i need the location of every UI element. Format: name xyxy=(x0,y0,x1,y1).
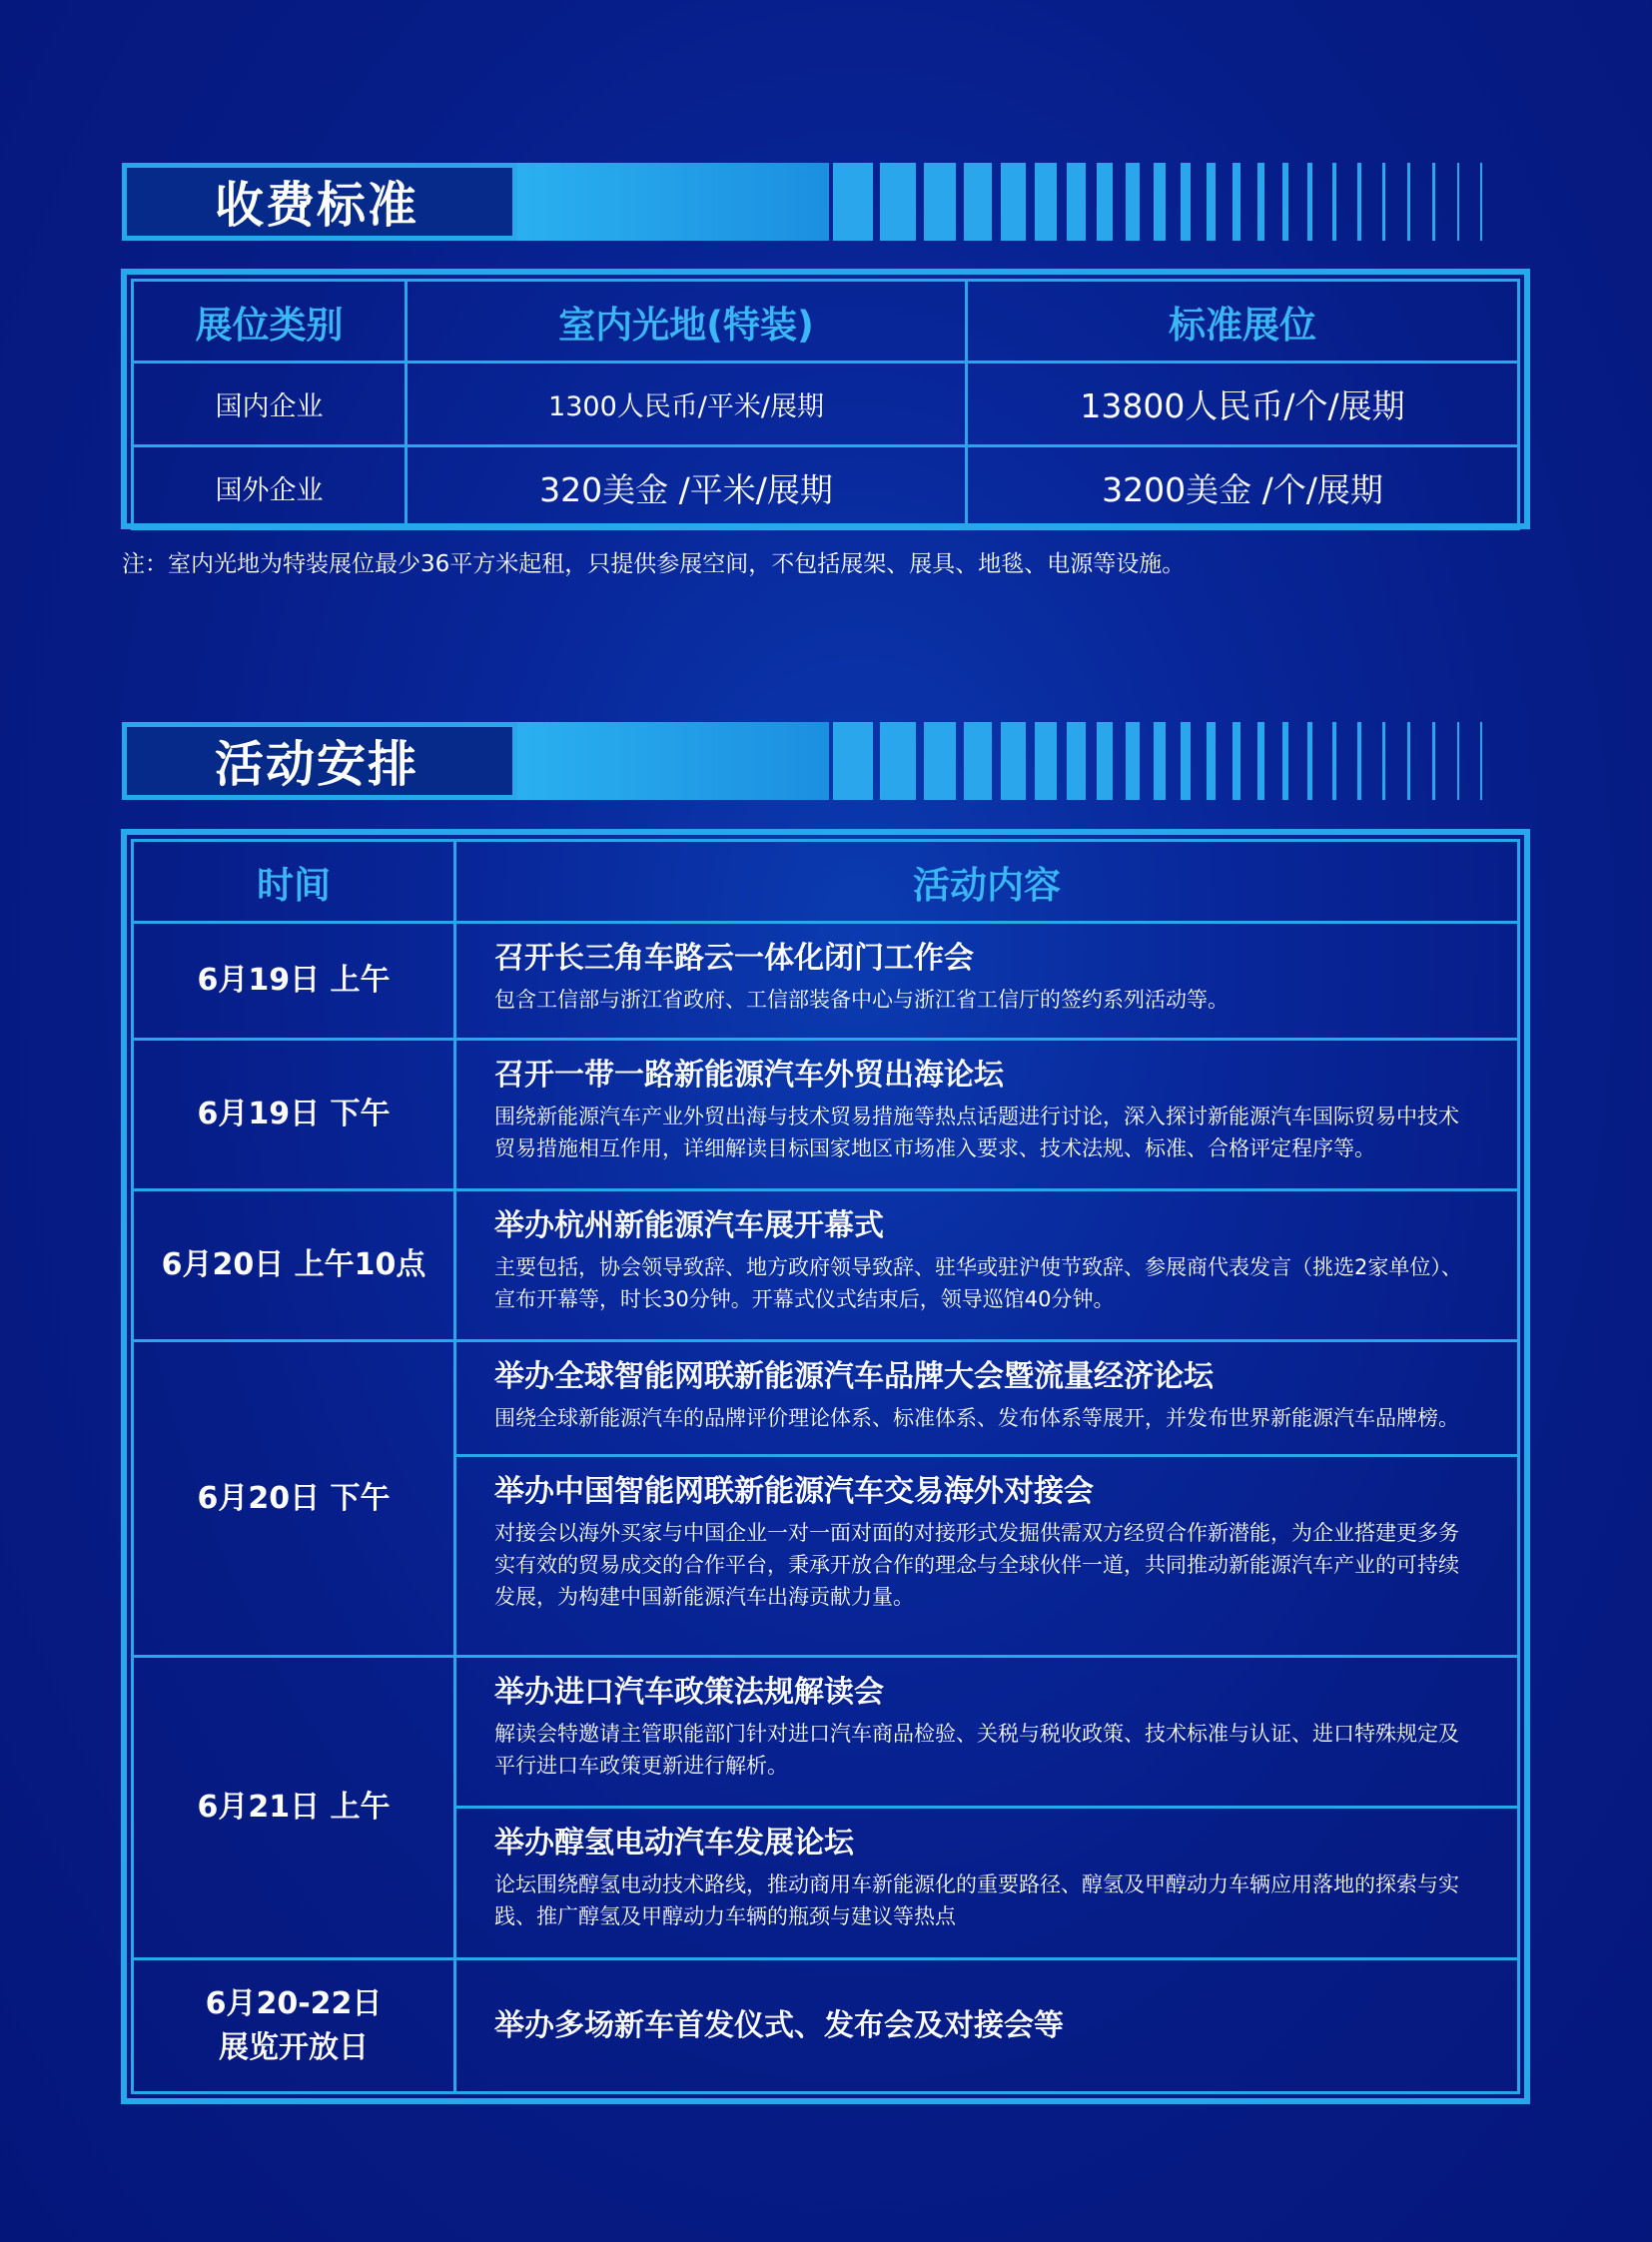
schedule-time-cell: 6月19日 下午 xyxy=(133,1040,455,1190)
fee-table xyxy=(131,279,1520,530)
activity-desc: 解读会特邀请主管职能部门针对进口汽车商品检验、关税与税收政策、技术标准与认证、进口特殊规定及平行进口车政策更新进行解析。 xyxy=(494,1722,1459,1778)
header-stripe xyxy=(1257,163,1264,241)
header-stripe xyxy=(1432,722,1435,800)
schedule-section-title: 活动安排 xyxy=(122,722,517,800)
schedule-header-content: 活动内容 xyxy=(455,841,1519,923)
header-stripe xyxy=(1181,163,1191,241)
activity-desc: 围绕全球新能源汽车的品牌评价理论体系、标准体系、发布体系等展开，并发布世界新能源汽车品牌榜。 xyxy=(494,1406,1459,1430)
schedule-content-cell xyxy=(455,1040,1519,1190)
header-stripe xyxy=(924,722,956,800)
header-stripe xyxy=(1307,722,1312,800)
header-stripe xyxy=(1067,163,1086,241)
activity-title: 举办醇氢电动汽车发展论坛 xyxy=(494,1826,854,1861)
schedule-content-cell xyxy=(455,1190,1519,1341)
table-row xyxy=(133,446,1519,529)
header-stripe xyxy=(1207,163,1216,241)
activity-title: 举办多场新车首发仪式、发布会及对接会等 xyxy=(494,2007,1064,2043)
header-stripe xyxy=(1480,163,1482,241)
activity-desc: 包含工信部与浙江省政府、工信部装备中心与浙江省工信厅的签约系列活动等。 xyxy=(494,988,1229,1012)
header-stripe xyxy=(1382,163,1385,241)
fee-header-cell: 室内光地(特装) xyxy=(407,281,967,363)
header-stripe xyxy=(964,722,992,800)
activity-title: 召开长三角车路云一体化闭门工作会 xyxy=(494,941,974,976)
activity-title: 举办进口汽车政策法规解读会 xyxy=(494,1675,884,1710)
header-stripe xyxy=(1307,163,1312,241)
fee-space-cell: 1300人民币/平米/展期 xyxy=(407,363,967,446)
header-stripe xyxy=(1126,722,1140,800)
activity-title: 举办全球智能网联新能源汽车品牌大会暨流量经济论坛 xyxy=(494,1359,1214,1394)
header-stripe xyxy=(964,163,992,241)
schedule-table xyxy=(131,839,1520,2094)
header-stripe xyxy=(1332,163,1336,241)
fee-section-title: 收费标准 xyxy=(122,163,517,241)
table-row xyxy=(133,1657,1519,1808)
header-stripe xyxy=(1382,722,1385,800)
fee-note: 注：室内光地为特装展位最少36平方米起租，只提供参展空间，不包括展架、展具、地毯、电源等设施。 xyxy=(122,551,1186,577)
fee-category-cell: 国外企业 xyxy=(133,446,407,529)
header-stripe xyxy=(1126,163,1140,241)
header-stripe xyxy=(833,163,873,241)
table-row xyxy=(133,1190,1519,1341)
header-stripe xyxy=(1154,163,1166,241)
schedule-time-cell: 6月20日 下午 xyxy=(133,1341,455,1657)
activity-title: 举办中国智能网联新能源汽车交易海外对接会 xyxy=(494,1474,1094,1509)
fee-table-box xyxy=(121,269,1530,529)
header-stripe xyxy=(1407,163,1410,241)
header-stripe xyxy=(1181,722,1191,800)
header-stripe xyxy=(1480,722,1482,800)
header-stripe xyxy=(1357,163,1361,241)
schedule-time-cell: 6月20日 上午10点 xyxy=(133,1190,455,1341)
fee-table-header-row xyxy=(133,281,1519,363)
header-bar xyxy=(517,722,829,800)
header-stripe xyxy=(1457,163,1459,241)
schedule-time-line: 6月20-22日 xyxy=(205,1985,383,2021)
schedule-content-cell xyxy=(455,1657,1519,1808)
header-stripe xyxy=(1154,722,1166,800)
table-row xyxy=(133,1959,1519,2093)
schedule-content-cell xyxy=(455,1456,1519,1657)
activity-desc: 主要包括，协会领导致辞、地方政府领导致辞、驻华或驻沪使节致辞、参展商代表发言（挑选2家单位）、宣布开幕等，时长30分钟。开幕式仪式结束后，领导巡馆40分钟。 xyxy=(494,1255,1462,1311)
header-stripe xyxy=(1035,722,1057,800)
header-stripe xyxy=(1233,722,1240,800)
header-stripe xyxy=(1067,722,1086,800)
header-stripe xyxy=(1001,722,1026,800)
schedule-header-time: 时间 xyxy=(133,841,455,923)
activity-desc: 围绕新能源汽车产业外贸出海与技术贸易措施等热点话题进行讨论，深入探讨新能源汽车国际贸易中技术贸易措施相互作用，详细解读目标国家地区市场准入要求、技术法规、标准、合格评定程序等。 xyxy=(494,1105,1459,1160)
fee-booth-cell: 3200美金 /个/展期 xyxy=(967,446,1519,529)
header-stripe xyxy=(1035,163,1057,241)
header-stripe xyxy=(1001,163,1026,241)
header-stripe xyxy=(1257,722,1264,800)
activity-title: 举办杭州新能源汽车展开幕式 xyxy=(494,1208,884,1243)
header-stripe xyxy=(924,163,956,241)
header-stripe xyxy=(1457,722,1459,800)
header-stripe xyxy=(1282,722,1288,800)
header-stripe xyxy=(1432,163,1435,241)
schedule-time-cell xyxy=(133,1959,455,2093)
schedule-time-cell: 6月21日 上午 xyxy=(133,1657,455,1959)
schedule-table-box xyxy=(121,829,1530,2104)
header-stripe xyxy=(1357,722,1361,800)
activity-desc: 论坛围绕醇氢电动技术路线，推动商用车新能源化的重要路径、醇氢及甲醇动力车辆应用落地的探索与实践、推广醇氢及甲醇动力车辆的瓶颈与建议等热点 xyxy=(494,1872,1459,1928)
fee-category-cell: 国内企业 xyxy=(133,363,407,446)
header-bar xyxy=(517,163,829,241)
header-stripe xyxy=(1097,163,1113,241)
activity-title: 召开一带一路新能源汽车外贸出海论坛 xyxy=(494,1058,1004,1093)
schedule-content-cell xyxy=(455,923,1519,1040)
fee-section-header xyxy=(122,163,1482,241)
schedule-header-row xyxy=(133,841,1519,923)
schedule-time-cell: 6月19日 上午 xyxy=(133,923,455,1040)
header-stripe xyxy=(1207,722,1216,800)
table-row xyxy=(133,923,1519,1040)
table-row xyxy=(133,363,1519,446)
header-stripe xyxy=(1407,722,1410,800)
schedule-content-cell xyxy=(455,1808,1519,1959)
header-stripe xyxy=(880,722,916,800)
activity-desc: 对接会以海外买家与中国企业一对一面对面的对接形式发掘供需双方经贸合作新潜能，为企业搭建更多务实有效的贸易成交的合作平台，秉承开放合作的理念与全球伙伴一道，共同推动新能源汽车产业的可持续发展，为构建中国新能源汽车出海贡献力量。 xyxy=(494,1521,1459,1609)
table-row xyxy=(133,1040,1519,1190)
schedule-content-cell xyxy=(455,1959,1519,2093)
header-stripe xyxy=(1282,163,1288,241)
fee-header-cell: 展位类别 xyxy=(133,281,407,363)
fee-space-cell: 320美金 /平米/展期 xyxy=(407,446,967,529)
schedule-section-header xyxy=(122,722,1482,800)
header-stripe xyxy=(1097,722,1113,800)
schedule-content-cell xyxy=(455,1341,1519,1456)
table-row xyxy=(133,1341,1519,1456)
header-stripe xyxy=(880,163,916,241)
schedule-time-line: 展览开放日 xyxy=(219,2029,369,2065)
fee-booth-cell: 13800人民币/个/展期 xyxy=(967,363,1519,446)
header-stripe xyxy=(1233,163,1240,241)
header-stripe xyxy=(1332,722,1336,800)
header-stripe xyxy=(833,722,873,800)
fee-header-cell: 标准展位 xyxy=(967,281,1519,363)
